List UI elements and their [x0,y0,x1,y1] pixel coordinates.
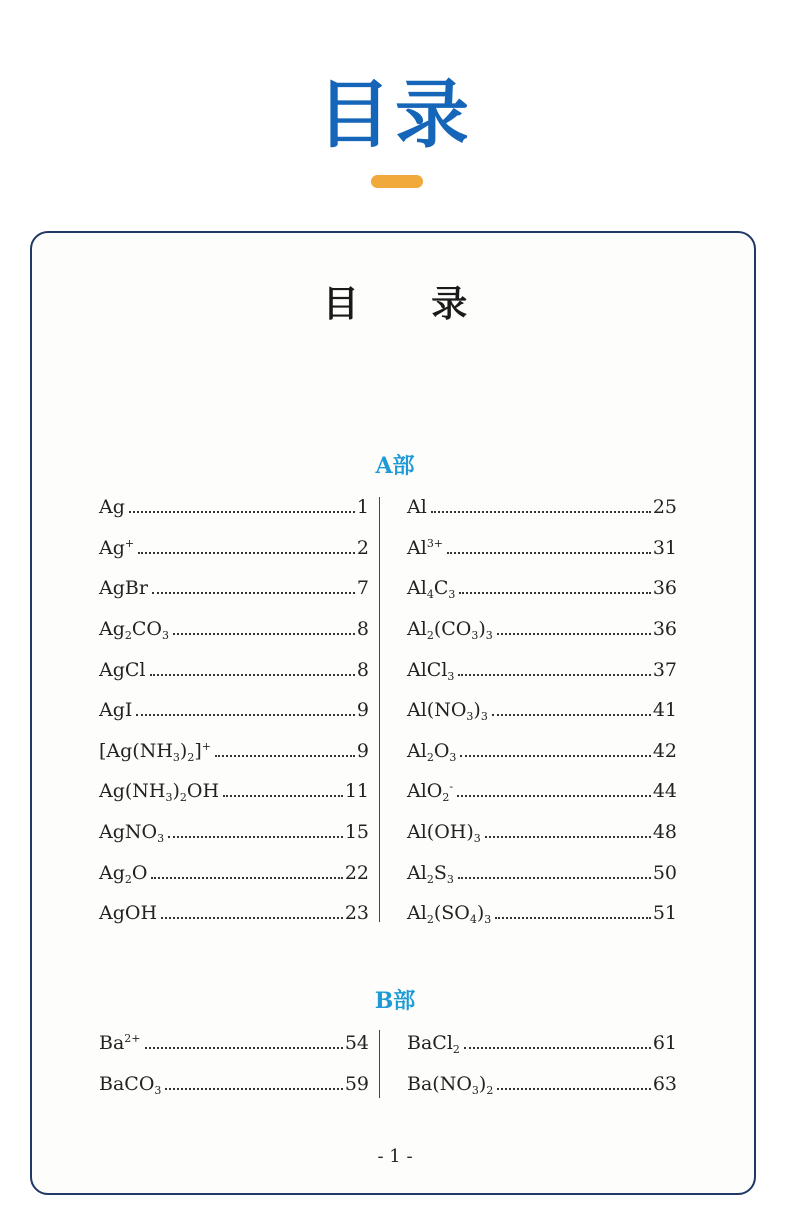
toc-entry-page: 2 [356,536,369,559]
toc-entry-name: AgBr [99,577,148,600]
toc-entry-name: AlCl$_3$ [407,658,455,683]
toc-entry-name: AgCl [99,658,146,681]
toc-entry[interactable] [99,528,369,569]
dot-leader [151,877,342,879]
toc-entry[interactable] [407,690,677,731]
toc-entry-name: AgNO$_3$ [99,821,165,846]
section-b-right-column [407,1023,677,1104]
toc-entry-page: 44 [652,780,677,803]
dot-leader [495,917,651,919]
section-a-left-column [99,487,369,934]
toc-entry-page: 36 [652,577,677,600]
dot-leader [168,836,343,838]
dot-leader [161,917,343,919]
toc-entry-page: 42 [652,739,677,762]
dot-leader [138,552,355,554]
section-b-left-column [99,1023,369,1104]
toc-entry-name: AgI [99,699,133,722]
dot-leader [136,714,355,716]
toc-entry-name: $Ag(NH_3)_2OH$ [99,780,220,805]
toc-entry-name: $Al(NO_3)_3$ [407,699,488,724]
toc-title: 目 录 [322,283,498,325]
dot-leader [150,674,355,676]
dot-leader [459,592,650,594]
toc-entry-name: $Al_4C_3$ [407,577,456,602]
toc-entry-page: 11 [344,780,369,803]
dot-leader [165,1088,342,1090]
accent-bar [371,175,423,188]
toc-entry-name: $[Ag(NH_3)_2]^+$ [99,739,211,764]
dot-leader [457,795,651,797]
toc-entry-name: Ag [99,496,125,519]
toc-entry[interactable] [99,1023,369,1064]
toc-entry[interactable] [99,649,369,690]
toc-entry-page: 1 [356,496,369,519]
dot-leader [460,755,650,757]
toc-entry[interactable] [407,1023,677,1064]
dot-leader [145,1047,343,1049]
dot-leader [431,511,651,513]
section-heading-b: B部 [374,988,416,1014]
toc-entry-page: 23 [344,902,369,925]
toc-entry-name: $Ba(NO_3)_2$ [407,1072,494,1097]
toc-entry[interactable] [407,609,677,650]
toc-entry-name: AgOH [99,902,158,925]
toc-entry-name: AlO$_2$- [407,780,454,805]
toc-entry[interactable] [99,487,369,528]
toc-entry-name: BaCO$_3$ [99,1072,162,1097]
dot-leader [458,674,650,676]
toc-entry-page: 37 [652,658,677,681]
toc-entry-name: $Al_2(SO_4)_3$ [407,902,492,927]
dot-leader [129,511,355,513]
toc-entry-page: 50 [652,861,677,884]
toc-entry-name: $Ag_2CO_3$ [99,618,170,643]
dot-leader [485,836,651,838]
toc-entry-page: 25 [652,496,677,519]
toc-entry-page: 8 [356,618,369,641]
toc-entry-page: 54 [344,1032,369,1055]
toc-entry-name: $Ag_2O$ [99,861,148,886]
toc-entry-name: $Al_2(CO_3)_3$ [407,618,493,643]
dot-leader [152,592,355,594]
toc-entry-page: 8 [356,658,369,681]
toc-entry-name: Ag+ [99,536,135,559]
toc-entry-page: 31 [652,536,677,559]
toc-entry-page: 41 [652,699,677,722]
toc-entry-page: 36 [652,618,677,641]
toc-entry[interactable] [99,609,369,650]
toc-entry-page: 22 [344,861,369,884]
dot-leader [458,877,651,879]
toc-entry-page: 15 [344,821,369,844]
toc-entry[interactable] [99,690,369,731]
toc-entry[interactable] [407,487,677,528]
toc-entry[interactable] [407,1064,677,1105]
toc-entry-page: 9 [356,699,369,722]
dot-leader [223,795,343,797]
toc-entry[interactable] [99,1064,369,1105]
section-a-right-column [407,487,677,934]
toc-entry[interactable] [407,893,677,934]
toc-entry[interactable] [99,852,369,893]
toc-entry-page: 51 [652,902,677,925]
toc-entry-name: $Al_2O_3$ [407,739,457,764]
toc-entry-name: $Al_2S_3$ [407,861,454,886]
dot-leader [492,714,651,716]
dot-leader [497,633,651,635]
toc-entry-name: $Ba^{2+}$ [99,1032,141,1055]
toc-entry[interactable] [99,731,369,772]
dot-leader [464,1047,651,1049]
dot-leader [215,755,355,757]
toc-entry-page: 9 [356,739,369,762]
toc-entry-page: 7 [356,577,369,600]
toc-entry-name: $Al^{3+}$ [407,536,444,559]
toc-entry[interactable] [407,568,677,609]
toc-entry-page: 48 [652,821,677,844]
dot-leader [173,633,355,635]
page-number: - 1 - [377,1146,413,1167]
toc-entry[interactable] [407,528,677,569]
toc-entry[interactable] [407,771,677,812]
toc-entry-name: BaCl$_2$ [407,1032,460,1057]
toc-entry-page: 61 [652,1032,677,1055]
column-divider [379,1030,380,1098]
toc-entry[interactable] [407,731,677,772]
dot-leader [497,1088,650,1090]
banner-title: 目录 [317,72,473,158]
toc-entry[interactable] [99,812,369,853]
column-divider [379,497,380,922]
toc-entry[interactable] [99,568,369,609]
section-heading-a: A部 [375,453,415,479]
toc-entry[interactable] [99,771,369,812]
toc-entry-page: 59 [344,1072,369,1095]
toc-entry-name: $Al(OH)_3$ [407,821,481,846]
toc-entry-name: Al [407,496,427,519]
toc-entry[interactable] [99,893,369,934]
toc-entry[interactable] [407,852,677,893]
toc-entry-page: 63 [652,1072,677,1095]
toc-entry[interactable] [407,812,677,853]
toc-entry[interactable] [407,649,677,690]
dot-leader [447,552,651,554]
